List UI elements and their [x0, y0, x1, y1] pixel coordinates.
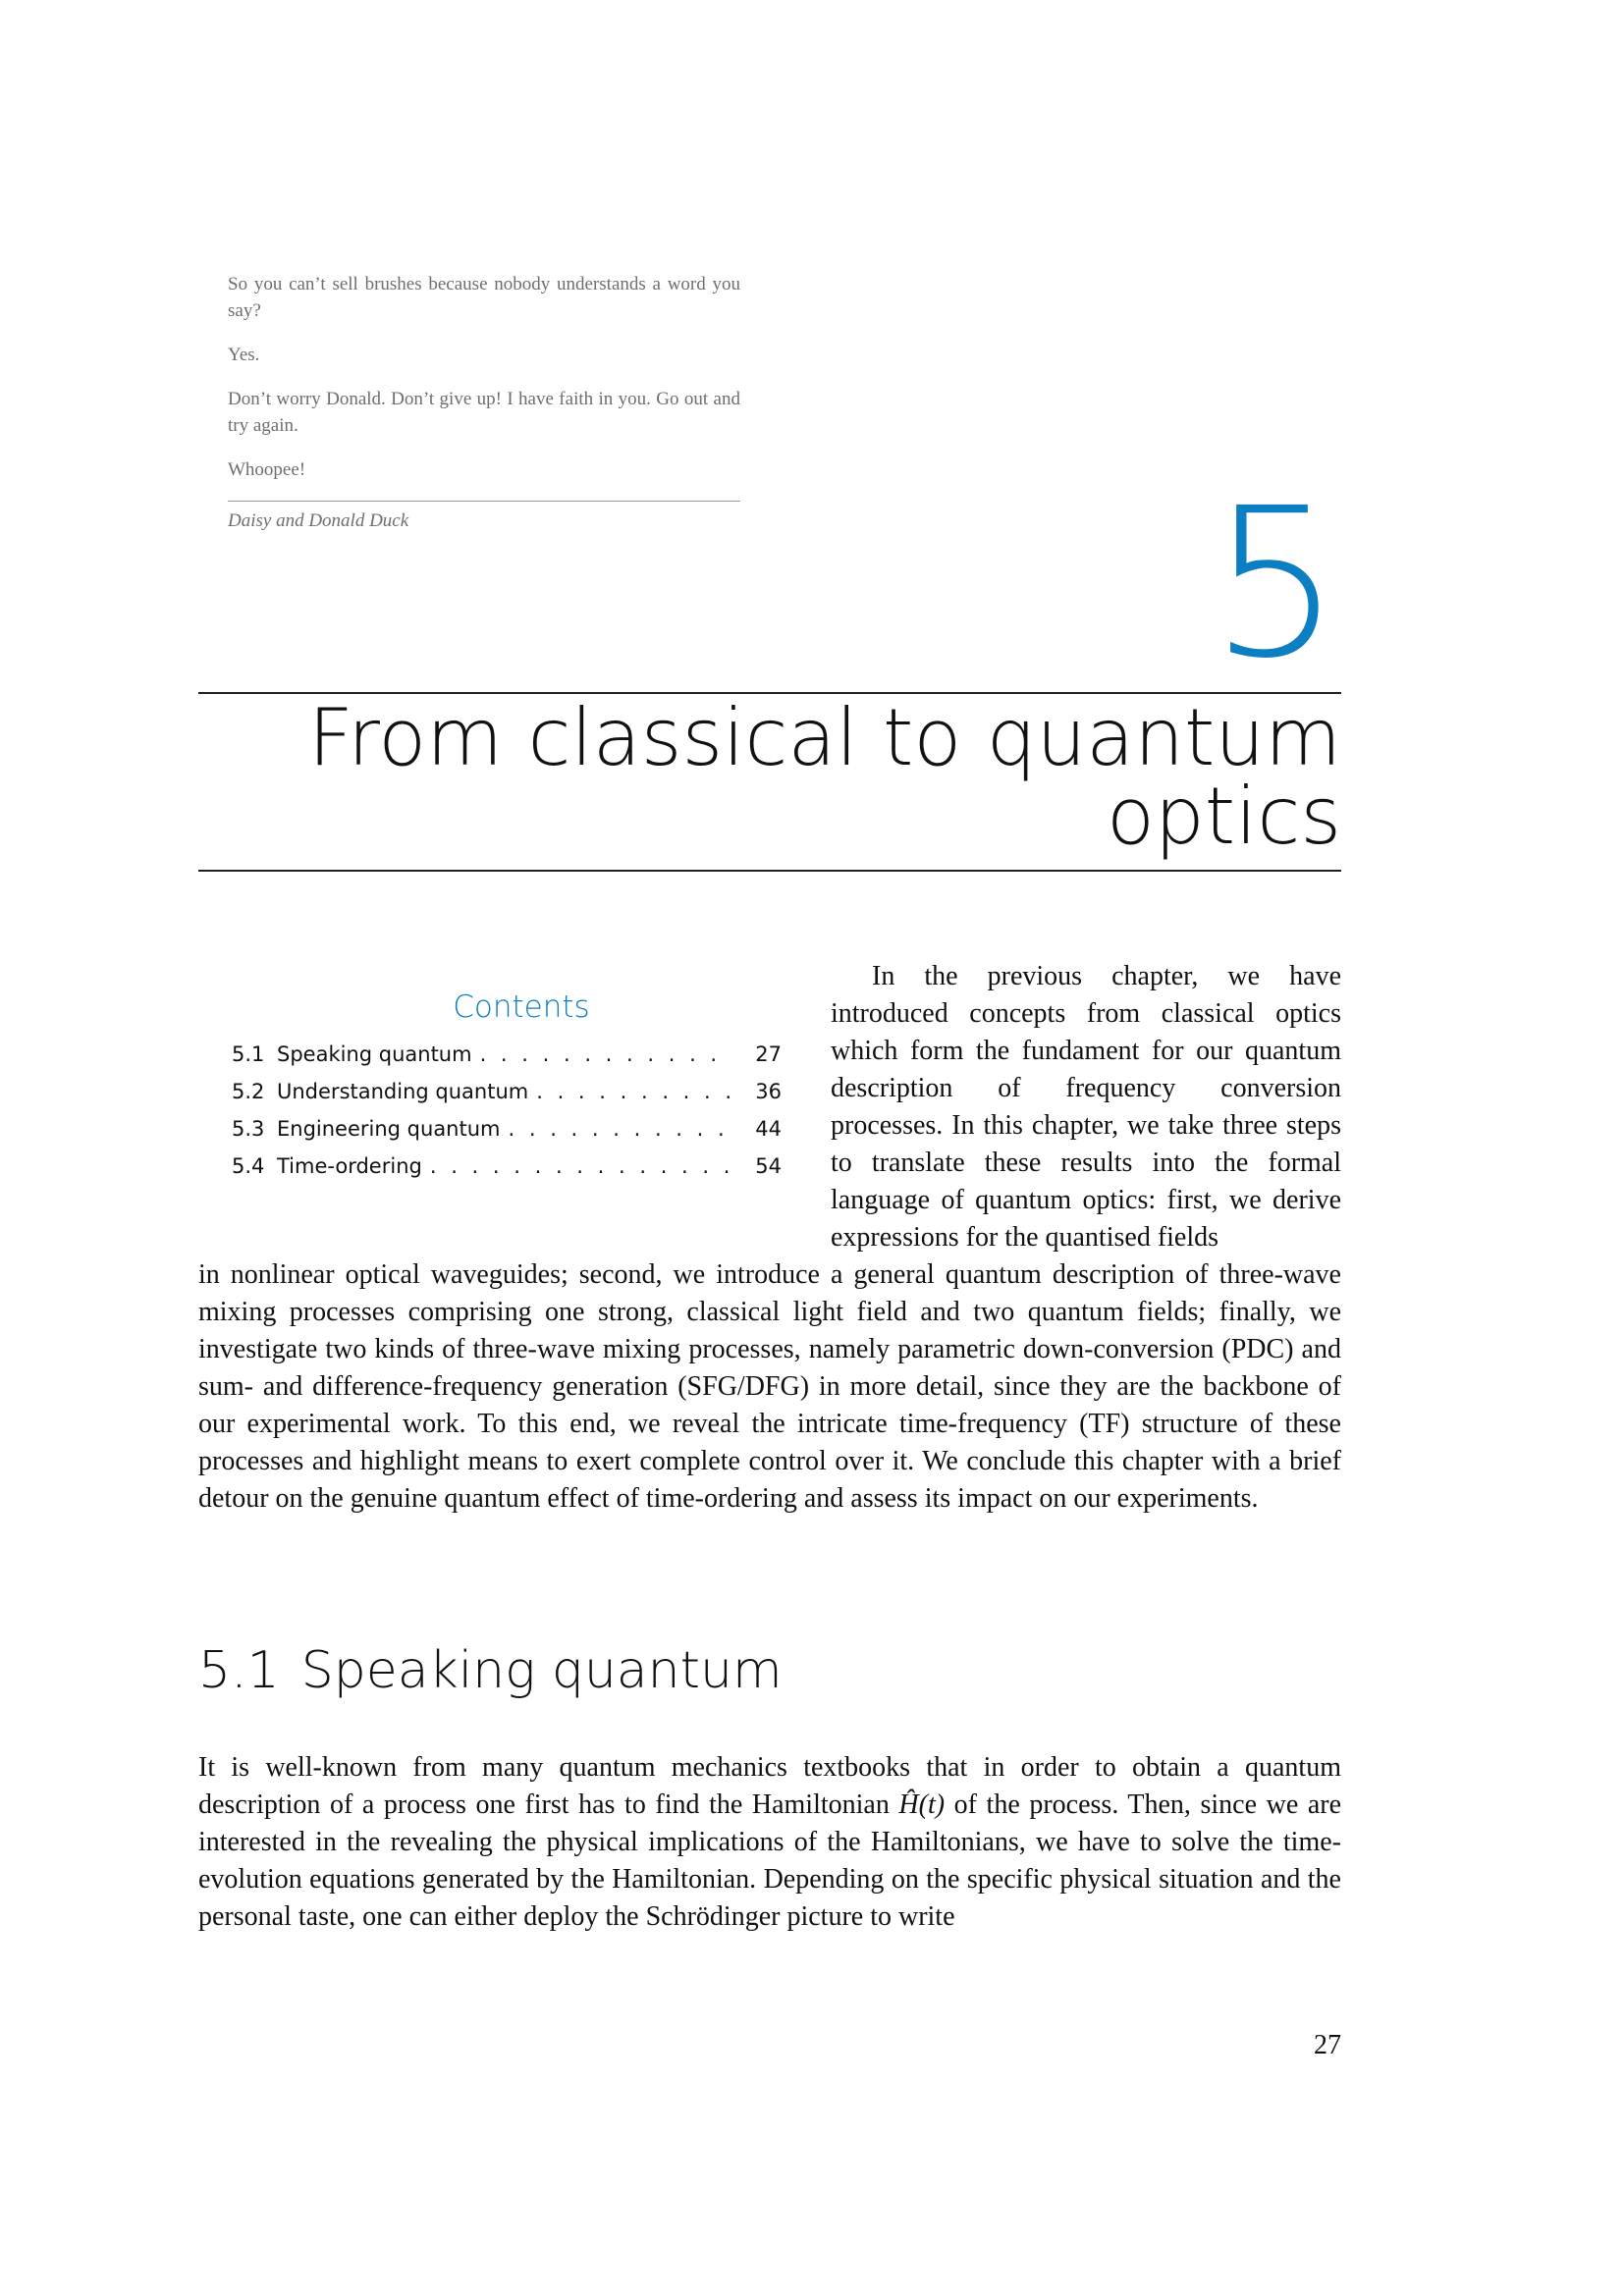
- toc-number: 5.4: [232, 1154, 265, 1178]
- toc-label: Understanding quantum: [277, 1080, 529, 1103]
- intro-paragraph-column: In the previous chapter, we have introduced concepts from classical optics which form the fundament for our quantum description of frequency conversion processes. In this chapter, we take three steps to translate these results into the formal language of quantum optics: first, we derive expressions for the quantised fields: [831, 961, 1341, 1253]
- toc-entry[interactable]: [232, 1154, 782, 1192]
- section-paragraph: [198, 1749, 1341, 1936]
- hamiltonian-symbol: Ĥ(t): [898, 1789, 946, 1820]
- toc-page: 27: [755, 1042, 782, 1066]
- chapter-contents: [232, 989, 782, 1192]
- section-title: Speaking quantum: [300, 1641, 783, 1700]
- toc-number: 5.1: [232, 1042, 265, 1066]
- toc-number: 5.2: [232, 1080, 265, 1103]
- epigraph-divider: [228, 501, 740, 502]
- toc-page: 54: [755, 1154, 782, 1178]
- page-number: 27: [1314, 2030, 1341, 2060]
- epigraph-line: Yes.: [228, 345, 260, 365]
- toc-label: Engineering quantum: [277, 1117, 501, 1141]
- epigraph-line: Don’t worry Donald. Don’t give up! I have faith in you. Go out and try again.: [228, 389, 740, 436]
- epigraph-line: Whoopee!: [228, 459, 306, 480]
- section-text-part: of the process. Then, since we are interested in the revealing the physical implications of the Hamiltonians, we have to solve the time-evolution equations generated by the Hamiltonian. Depending on the specific physical situation and the personal taste, one can either deploy the Schrödinger picture to write: [198, 1789, 1342, 1932]
- toc-entry[interactable]: [232, 1080, 782, 1117]
- toc-leader-dots: [509, 1117, 733, 1141]
- section-number: 5.1: [198, 1641, 280, 1700]
- epigraph: [228, 271, 740, 540]
- intro-paragraph-continued: in nonlinear optical waveguides; second, we introduce a general quantum description of three-wave mixing processes comprising one strong, classical light field and two quantum fields; finally, we investigate two kinds of three-wave mixing processes, namely parametric down-conversion (PDC) and sum- and difference-frequency generation (SFG/DFG) in more detail, since they are the backbone of our experimental work. To this end, we reveal the intricate time-frequency (TF) structure of these processes and highlight means to exert complete control over it. We conclude this chapter with a brief detour on the genuine quantum effect of time-ordering and assess its impact on our experiments.: [198, 1259, 1341, 1514]
- contents-title: Contents: [453, 989, 590, 1025]
- toc-label: Speaking quantum: [277, 1042, 472, 1066]
- toc-leader-dots: [480, 1042, 732, 1066]
- toc-entry[interactable]: [232, 1042, 782, 1080]
- chapter-title: From classical to quantum optics: [307, 692, 1341, 862]
- section-text-part: It is well-known from many quantum mechanics textbooks that in order to obtain a quantum description of a process one first has to find the Hamiltonian: [198, 1752, 1341, 1820]
- toc-page: 36: [755, 1080, 782, 1103]
- toc-label: Time-ordering: [277, 1154, 422, 1178]
- epigraph-line: So you can’t sell brushes because nobody understands a word you say?: [228, 274, 740, 321]
- chapter-number: 5: [1210, 463, 1341, 704]
- toc-number: 5.3: [232, 1117, 265, 1141]
- epigraph-attribution: Daisy and Donald Duck: [228, 510, 409, 531]
- section-heading: [198, 1641, 783, 1700]
- toc-leader-dots: [430, 1154, 732, 1178]
- title-rule-bottom: [198, 870, 1341, 872]
- toc-page: 44: [755, 1117, 782, 1141]
- toc-entry[interactable]: [232, 1117, 782, 1154]
- toc-leader-dots: [536, 1080, 732, 1103]
